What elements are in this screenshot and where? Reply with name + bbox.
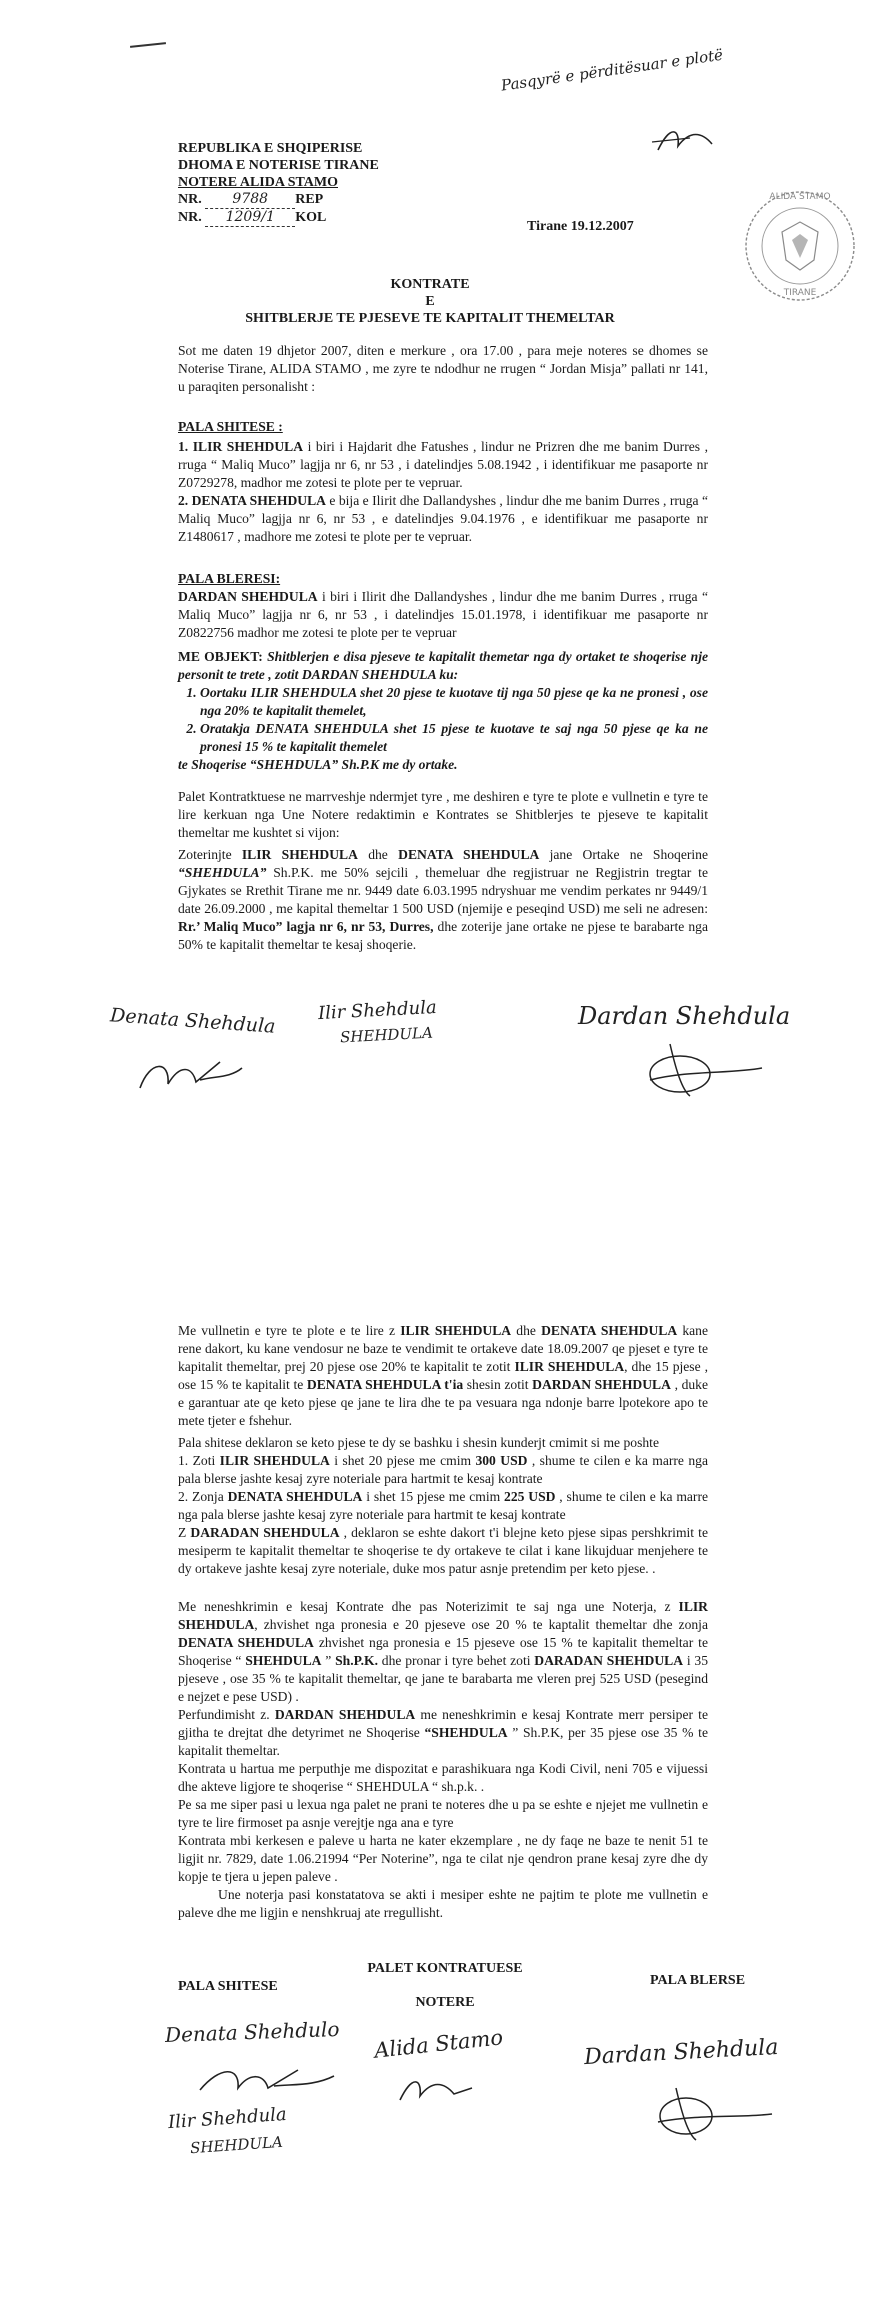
buyer-1: DARDAN SHEHDULA i biri i Ilirit dhe Dallandyshes , lindur dhe me banim Durres , rruga “ Maliq Muco” lagjja nr 6, nr 53 , i datelindjes 15.01.1978, i identifikuar me pasaporte nr Z0822756 madhor me zotesi te plote per te vepruar bbox=[178, 589, 709, 640]
seller-2: 2. DENATA SHEHDULA e bija e Ilirit dhe Dallandyshes , lindur dhe me banim Durres , rruga “ Maliq Muco” lagjja nr 6, nr 53 , e datelindjes 9.04.1976 , e identifikuar me pasaporte nr Z1480617 , madhore me zotesi te plote per te vepruar. bbox=[178, 493, 708, 544]
p2-signature-denata-scribble bbox=[190, 2060, 340, 2104]
p2-paragraph-final: Perfundimisht z. DARDAN SHEHDULA me neneshkrimin e kesaj Kontrate merr persiper te gjitha te drejtat dhe detyrimet ne Shoqerise “SHEHDULA ” Sh.P.K, per 35 pjese ose 35 % te kapitalit themeltar. bbox=[178, 1707, 708, 1758]
p2-paragraph-buyer: Z DARADAN SHEHDULA , deklaron se eshte dakort t'i blejne keto pjese sipas pershkrimit te mesiperm te kapitalit themeltar te shoqerise te dy ortakeve te cilat i kane likujduar menjehere te dy ortakeve jashte kesaj zyre noteriale, duke mos patur asnje pretendim per keto pjese. . bbox=[178, 1525, 708, 1576]
scan-mark bbox=[130, 42, 166, 48]
object-list bbox=[178, 684, 708, 756]
object-section bbox=[178, 648, 708, 774]
header-line-3: NOTERE ALIDA STAMO bbox=[178, 175, 338, 190]
p2-paragraph-read: Pe sa me siper pasi u lexua nga palet ne prani te noteres dhe u pa se eshte e njejet me vullnetin e tyre te lire firmoset pa asnje verejtje nga ana e tyre bbox=[178, 1797, 708, 1830]
p2-item-ilir: 1. Zoti ILIR SHEHDULA i shet 20 pjese me cmim 300 USD , shume te cilen e ka marre nga pala blerse jashte kesaj zyre noteriale para hartmit te kesaj kontrate bbox=[178, 1453, 709, 1486]
stamp-text-bottom: TIRANE bbox=[783, 288, 817, 298]
intro-paragraph: Sot me daten 19 dhjetor 2007, diten e merkure , ora 17.00 , para meje noteres se dhomes se Noterise Tirane, ALIDA STAMO , me zyre te ndodhur ne rrugen “ Jordan Misja” pallati nr 141, u paraqiten personalisht : bbox=[178, 343, 708, 394]
nr-rep-value: 9788 bbox=[205, 191, 295, 209]
signature-dardan-scribble bbox=[630, 1040, 770, 1100]
buyers-section bbox=[178, 570, 708, 642]
notary-initial-signature bbox=[650, 120, 720, 160]
header-line-1: REPUBLIKA E SHQIPERISE bbox=[178, 141, 363, 156]
header-block bbox=[178, 140, 379, 227]
nr-kol-value: 1209/1 bbox=[205, 209, 295, 227]
seller-1: 1. ILIR SHEHDULA i biri i Hajdarit dhe Fatushes , lindur ne Prizren dhe me banim Durres , rruga “ Maliq Muco” lagjja nr 6, nr 53 , i datelindjes 5.08.1942 , i identifikuar me pasaporte nr Z0729278, madhor me zotesi te plote per te vepruar. bbox=[178, 439, 708, 490]
header-line-2: DHOMA E NOTERISE TIRANE bbox=[178, 158, 379, 173]
p2-item-denata: 2. Zonja DENATA SHEHDULA i shet 15 pjese me cmim 225 USD , shume te cilen e ka marre nga pala blerse jashte kesaj zyre noteriale para hartmit te kesaj kontrate bbox=[178, 1489, 709, 1522]
paragraph-partners: Zoterinjte ILIR SHEHDULA dhe DENATA SHEHDULA jane Ortake ne Shoqerine “SHEHDULA” Sh.P.K. me 50% sejcili , themeluar dhe regjistruar ne Regjistrin tregtar te Gjykates se Rrethit Tirane me nr. 9449 date 6.03.1995 ndryshuar me vendim perkates nr 9449/1 date 26.09.2000 , me kapital themeltar 1 500 USD (njemije e peseqind USD) me seli ne adresen: Rr.’ Maliq Muco” lagja nr 6, nr 53, Durres, dhe zoterije jane ortake ne pjese te barabarte nga 50% te kapitalit themeltar te kesaj shoqerie. bbox=[178, 847, 709, 952]
notary-stamp bbox=[742, 188, 858, 304]
buyers-heading: PALA BLERESI: bbox=[178, 571, 281, 586]
p2-signature-dardan-scribble bbox=[640, 2084, 780, 2144]
footer-notary: NOTERE bbox=[415, 1995, 475, 2010]
stamp-text-top: ALIDA STAMO bbox=[769, 192, 831, 202]
handwritten-note: Pasqyrë e përditësuar e plotë bbox=[499, 45, 725, 95]
signature-dardan: Dardan Shehdula bbox=[578, 1002, 791, 1030]
p2-paragraph-agreement: Me vullnetin e tyre te plote e te lire z ILIR SHEHDULA dhe DENATA SHEHDULA kane rene dakort, ku kane vendosur ne baze te vendimit te ortakeve date 18.09.2007 qe pjeset e tyre te kapitalit themeltar, prej 20 pjese ose 20% te kapitalit te zotit ILIR SHEHDULA, dhe 15 pjese , ose 15 % te kapitalit te DENATA SHEHDULA t'ia shesin zotit DARDAN SHEHDULA , duke e garantuar ate qe keto pjese qe jane te lira dhe te pa vesuara nga ndonje barre lpotekore apo te mete tjeter e fshehur. bbox=[178, 1323, 709, 1428]
p2-paragraph-notary: Une noterja pasi konstatatova se akti i mesiper eshte ne pajtim te plote me vullnetin e paleve dhe me ligjin e nenshkruaj ate rregullisht. bbox=[178, 1887, 708, 1920]
p2-signature-notary: Alida Stamo bbox=[373, 2025, 505, 2063]
object-company: te Shoqerise “SHEHDULA” Sh.P.K me dy ortake. bbox=[178, 757, 458, 772]
footer-buyer: PALA BLERSE bbox=[650, 1973, 746, 1988]
contract-title: KONTRATE E SHITBLERJE TE PJESEVE TE KAPITALIT THEMELTAR bbox=[245, 277, 615, 326]
stamp-seal-icon bbox=[742, 188, 858, 304]
footer-sellers: PALA SHITESE bbox=[178, 1979, 278, 1994]
footer-palet: PALET KONTRATUESE bbox=[367, 1961, 523, 1976]
signature-ilir-2: SHEHDULA bbox=[339, 1023, 434, 1047]
p2-signature-ilir: Ilir Shehdula bbox=[167, 2103, 288, 2134]
nr-rep: NR. 9788 REP bbox=[178, 191, 324, 207]
p2-paragraph-civil-code: Kontrata u hartua me perputhje me dispozitat e parashikuara nga Kodi Civil, neni 705 e vijuessi dhe akteve ligjore te shoqerise “ SHEHDULA “ sh.p.k. . bbox=[178, 1761, 708, 1794]
place-date: Tirane 19.12.2007 bbox=[527, 219, 634, 234]
paragraph-conditions: Palet Kontratktuese ne marrveshje ndermjet tyre , me deshiren e tyre te plote e vullnetin e tyre te lire kerkuan nga Une Notere redaktimin e Kontrates se Shitblerjes te pjeseve te kapitalit themeltar me kushtet si vijon: bbox=[178, 789, 708, 840]
p2-paragraph-declaration: Pala shitese deklaron se keto pjese te dy se bashku i shesin kunderjt cmimit si me poshte bbox=[178, 1435, 659, 1450]
signature-denata-scribble bbox=[130, 1050, 250, 1100]
signature-ilir: Ilir Shehdula bbox=[317, 996, 438, 1025]
object-item-1: 1. Oortaku ILIR SHEHDULA shet 20 pjese te kuotave tij nga 50 pjese qe ka ne pronesi , ose nga 20% te kapitalit themelet, bbox=[200, 684, 708, 720]
object-label: ME OBJEKT: bbox=[178, 649, 263, 664]
p2-signature-dardan: Dardan Shehdula bbox=[583, 2034, 779, 2071]
p2-signature-denata: Denata Shehdulo bbox=[164, 2016, 340, 2048]
sellers-section bbox=[178, 418, 708, 546]
p2-signature-notary-scribble bbox=[392, 2070, 482, 2110]
p2-paragraph-transfer: Me neneshkrimin e kesaj Kontrate dhe pas Noterizimit te saj nga une Noterja, z ILIR SHEHDULA, zhvishet nga pronesia e 20 pjeseve ose 20 % te kaptalit themeltar dhe zonja DENATA SHEHDULA zhvishet nga pronesia e 15 pjeseve ose 15 % te kapitalit themeltar te Shoqerise “ SHEHDULA ” Sh.P.K. dhe pronar i tyre behet zoti DARADAN SHEHDULA i 35 pjeseve , ose 35 % te kapitalit themeltar, qe jane te barabarta me vleren prej 525 USD (pesegind e nejzet e pese USD) . bbox=[178, 1599, 708, 1704]
object-text: Shitblerjen e disa pjeseve te kapitalit themetar nga dy ortaket te shoqerise nje personit te trete , zotit DARDAN SHEHDULA ku: bbox=[178, 649, 708, 682]
object-item-2: 2. Oratakja DENATA SHEHDULA shet 15 pjese te kuotave te saj nga 50 pjese qe ka ne pronesi 15 % te kapitalit themelet bbox=[200, 720, 708, 756]
nr-kol: NR. 1209/1 KOL bbox=[178, 209, 327, 225]
contract-page-2 bbox=[0, 1160, 890, 2320]
p2-signature-ilir-2: SHEHDULA bbox=[189, 2132, 284, 2158]
p2-paragraph-copies: Kontrata mbi kerkesen e paleve u harta ne kater ekzemplare , ne dy faqe ne baze te nenit 51 te ligjit nr. 7829, date 1.06.21994 “Per Noterine”, nga te cilat nje qendron prane kesaj zyre dhe dy kopje te tjera u jepen paleve . bbox=[178, 1833, 708, 1884]
signature-denata: Denata Shehdula bbox=[109, 1004, 277, 1038]
sellers-heading: PALA SHITESE : bbox=[178, 419, 283, 434]
